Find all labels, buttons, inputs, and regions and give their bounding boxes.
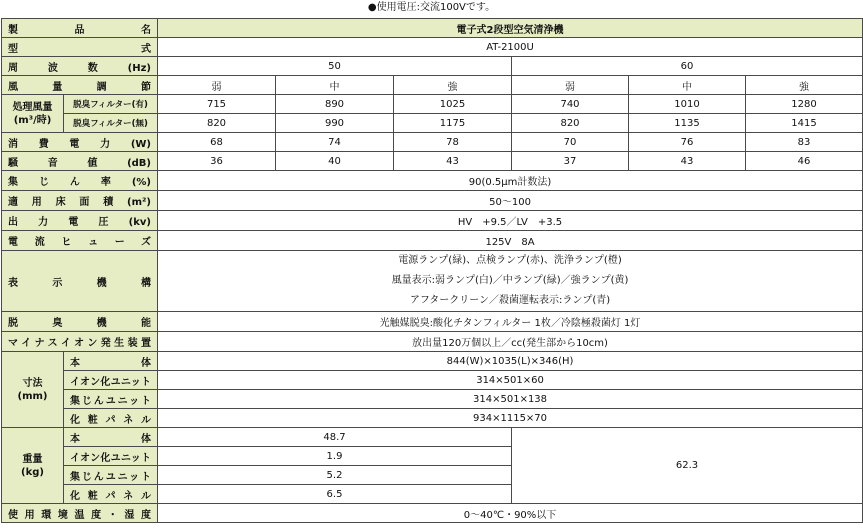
efficiency-label: 集じん率(%)	[2, 171, 158, 191]
airflow-cell: 820	[512, 114, 629, 133]
power-cell: 74	[276, 133, 394, 152]
airflow-setting-cell: 中	[276, 76, 394, 95]
wt-ion-unit-value: 1.9	[158, 447, 512, 466]
airflow-cell: 990	[276, 114, 394, 133]
power-label: 消費電力(W)	[2, 133, 158, 152]
frequency-label: 周波数(Hz)	[2, 57, 158, 76]
deodorize-label: 脱臭機能	[2, 312, 158, 332]
airflow-label-line1: 処理風量	[12, 101, 53, 113]
airflow-setting-cell: 弱	[158, 76, 276, 95]
dim-body-label: 本体	[64, 352, 158, 371]
weight-label-line2: (kg)	[21, 466, 44, 478]
display-value	[158, 251, 863, 312]
noise-cell: 43	[394, 152, 512, 171]
airflow-label	[2, 95, 64, 133]
airflow-cell: 1415	[746, 114, 863, 133]
model-value: AT-2100U	[158, 38, 863, 57]
wt-panel-label: 化粧パネル	[64, 485, 158, 504]
row-deodorize	[2, 312, 863, 332]
product-name-value: 電子式2段型空気清浄機	[158, 19, 863, 38]
row-airflow-with-filter	[2, 95, 863, 114]
spec-table	[1, 18, 863, 523]
row-model	[2, 38, 863, 57]
airflow-cell: 1025	[394, 95, 512, 114]
row-airflow-without-filter	[2, 114, 863, 133]
airflow-cell: 740	[512, 95, 629, 114]
row-fuse	[2, 231, 863, 251]
floor-area-value: 50〜100	[158, 191, 863, 211]
weight-label-line1: 重量	[22, 453, 43, 465]
power-cell: 78	[394, 133, 512, 152]
row-product-name	[2, 19, 863, 38]
power-cell: 70	[512, 133, 629, 152]
dimensions-label-line2: (mm)	[17, 390, 48, 402]
environment-value: 0〜40℃・90%以下	[158, 504, 863, 523]
fuse-label: 電流ヒューズ	[2, 231, 158, 251]
dim-dust-unit-value: 314×501×138	[158, 390, 863, 409]
dim-panel-label: 化粧パネル	[64, 409, 158, 428]
fuse-value: 125V 8A	[158, 231, 863, 251]
noise-cell: 37	[512, 152, 629, 171]
voltage-note: ●使用電圧:交流100Vです。	[367, 2, 496, 13]
dim-dust-unit-label: 集じんユニット	[64, 390, 158, 409]
row-dim-ion-unit	[2, 371, 863, 390]
dimensions-label	[2, 352, 64, 428]
noise-cell: 46	[746, 152, 863, 171]
row-ion	[2, 332, 863, 352]
without-filter-label: 脱臭フィルター(無)	[64, 114, 158, 133]
airflow-setting-label: 風量調節	[2, 76, 158, 95]
output-voltage-value: HV +9.5／LV +3.5	[158, 211, 863, 231]
power-cell: 76	[629, 133, 746, 152]
dim-ion-unit-value: 314×501×60	[158, 371, 863, 390]
airflow-setting-cell: 弱	[512, 76, 629, 95]
airflow-cell: 1135	[629, 114, 746, 133]
frequency-50: 50	[158, 57, 512, 76]
wt-panel-value: 6.5	[158, 485, 512, 504]
ion-value: 放出量120万個以上／cc(発生部から10cm)	[158, 332, 863, 352]
wt-dust-unit-value: 5.2	[158, 466, 512, 485]
weight-label	[2, 428, 64, 504]
row-floor-area	[2, 191, 863, 211]
row-dim-panel	[2, 409, 863, 428]
row-output-voltage	[2, 211, 863, 231]
row-frequency	[2, 57, 863, 76]
row-display	[2, 251, 863, 312]
frequency-60: 60	[512, 57, 863, 76]
ion-label: マイナスイオン発生装置	[2, 332, 158, 352]
row-efficiency	[2, 171, 863, 191]
environment-label: 使用環境温度・湿度	[2, 504, 158, 523]
display-line: 電源ランプ(緑)、点検ランプ(赤)、洗浄ランプ(橙)	[398, 255, 622, 266]
dim-body-value: 844(W)×1035(L)×346(H)	[158, 352, 863, 371]
power-cell: 83	[746, 133, 863, 152]
deodorize-value: 光触媒脱臭:酸化チタンフィルター 1枚／冷陰極殺菌灯 1灯	[158, 312, 863, 332]
model-label: 型式	[2, 38, 158, 57]
noise-cell: 40	[276, 152, 394, 171]
efficiency-value: 90(0.5μm計数法)	[158, 171, 863, 191]
display-line: アフタークリーン／殺菌運転表示:ランプ(青)	[409, 295, 611, 306]
noise-cell: 36	[158, 152, 276, 171]
airflow-setting-cell: 中	[629, 76, 746, 95]
row-dim-dust-unit	[2, 390, 863, 409]
airflow-label-line2: (m³/時)	[13, 114, 52, 126]
airflow-cell: 1175	[394, 114, 512, 133]
dim-ion-unit-label: イオン化ユニット	[64, 371, 158, 390]
floor-area-label: 適用床面積(m²)	[2, 191, 158, 211]
power-cell: 68	[158, 133, 276, 152]
wt-body-value: 48.7	[158, 428, 512, 447]
wt-body-label: 本体	[64, 428, 158, 447]
airflow-cell: 1280	[746, 95, 863, 114]
row-airflow-setting	[2, 76, 863, 95]
row-wt-body	[2, 428, 863, 447]
airflow-cell: 820	[158, 114, 276, 133]
airflow-setting-cell: 強	[746, 76, 863, 95]
airflow-cell: 890	[276, 95, 394, 114]
noise-label: 騒音値(dB)	[2, 152, 158, 171]
row-dim-body	[2, 352, 863, 371]
row-environment	[2, 504, 863, 523]
output-voltage-label: 出力電圧(kv)	[2, 211, 158, 231]
wt-ion-unit-label: イオン化ユニット	[64, 447, 158, 466]
display-line: 風量表示:弱ランプ(白)／中ランプ(緑)／強ランプ(黄)	[391, 275, 629, 286]
dimensions-label-line1: 寸法	[22, 377, 43, 389]
row-power	[2, 133, 863, 152]
dim-panel-value: 934×1115×70	[158, 409, 863, 428]
with-filter-label: 脱臭フィルター(有)	[64, 95, 158, 114]
airflow-setting-cell: 強	[394, 76, 512, 95]
airflow-cell: 1010	[629, 95, 746, 114]
noise-cell: 43	[629, 152, 746, 171]
row-noise	[2, 152, 863, 171]
display-label: 表示機構	[2, 251, 158, 312]
wt-dust-unit-label: 集じんユニット	[64, 466, 158, 485]
airflow-cell: 715	[158, 95, 276, 114]
product-name-label: 製品名	[2, 19, 158, 38]
weight-total: 62.3	[512, 428, 863, 504]
